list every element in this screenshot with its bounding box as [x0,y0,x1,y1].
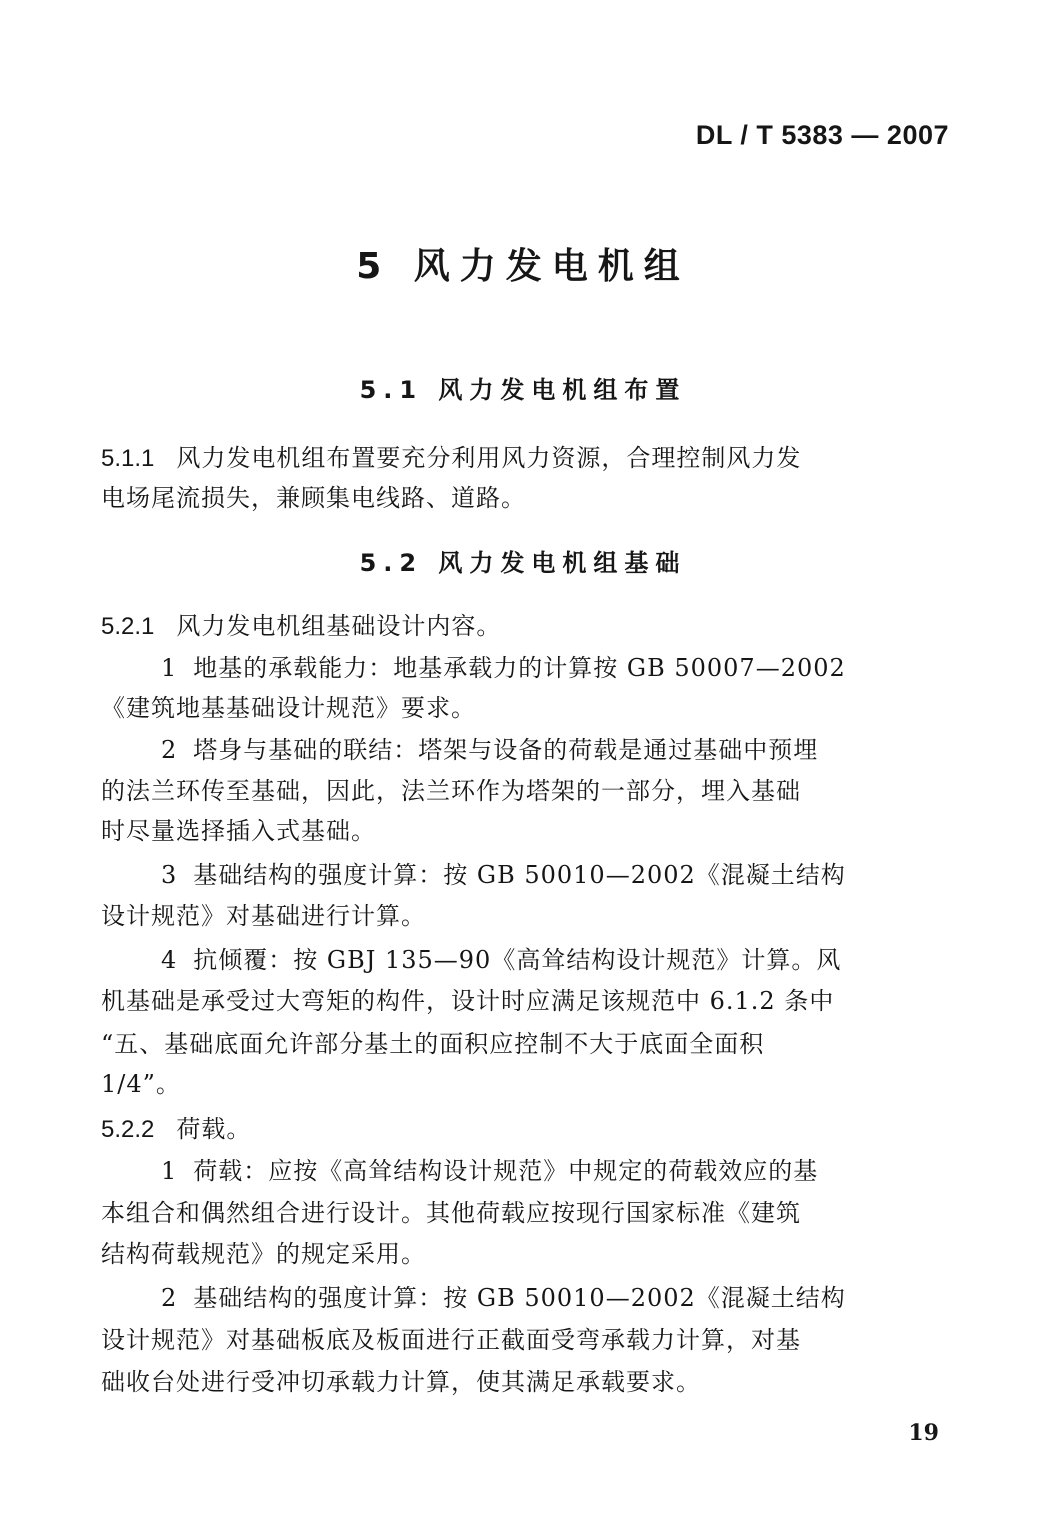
clause-5-1-1-line2: 电场尾流损失，兼顾集电线路、道路。 [101,484,526,512]
item-line: 1/4”。 [101,1070,181,1098]
item-line [161,855,846,890]
item-line: 设计规范》对基础进行计算。 [101,902,426,930]
item-line: 机基础是承受过大弯矩的构件，设计时应满足该规范中 6.1.2 条中 [101,987,835,1015]
item-line: 时尽量选择插入式基础。 [101,817,376,845]
clause-text: 荷载。 [176,1115,252,1143]
item-line [161,940,841,975]
item-line: 的法兰环传至基础，因此，法兰环作为塔架的一部分，埋入基础 [101,777,801,805]
clause-5-2-2 [101,1109,251,1144]
item-text: 荷载：应按《高耸结构设计规范》中规定的荷载效应的基 [193,1157,819,1185]
clause-number: 5.1.1 [101,445,155,472]
item-line: 《建筑地基基础设计规范》要求。 [101,694,476,722]
clause-text: 风力发电机组基础设计内容。 [176,612,502,640]
item-number: 3 [161,861,178,889]
standard-code: DL / T 5383 — 2007 [695,120,949,150]
item-line: 设计规范》对基础板底及板面进行正截面受弯承载力计算，对基 [101,1326,801,1354]
item-line [161,730,818,765]
item-text: 塔身与基础的联结：塔架与设备的荷载是通过基础中预埋 [193,736,819,764]
clause-number: 5.2.1 [101,613,155,640]
clause-5-1-1 [101,438,801,473]
item-number: 1 [161,1157,178,1185]
chapter-title: 5 风力发电机组 [356,246,690,287]
section-title-5-2: 5.2 风力发电机组基础 [359,549,687,577]
item-number: 2 [161,1284,178,1312]
clause-number: 5.2.2 [101,1116,155,1143]
item-line [161,648,846,683]
item-line [161,1278,846,1313]
section-title-5-1: 5.1 风力发电机组布置 [359,376,687,404]
item-text: 基础结构的强度计算：按 GB 50010—2002《混凝土结构 [193,861,846,889]
item-line: “五、基础底面允许部分基土的面积应控制不大于底面全面积 [101,1030,765,1058]
item-line [161,1151,818,1186]
item-line: 本组合和偶然组合进行设计。其他荷载应按现行国家标准《建筑 [101,1199,801,1227]
item-number: 2 [161,736,178,764]
item-text: 抗倾覆：按 GBJ 135—90《高耸结构设计规范》计算。风 [193,946,842,974]
item-number: 4 [161,946,178,974]
item-number: 1 [161,654,178,682]
item-text: 基础结构的强度计算：按 GB 50010—2002《混凝土结构 [193,1284,846,1312]
item-text: 地基的承载能力：地基承载力的计算按 GB 50007—2002 [193,654,846,682]
item-line: 结构荷载规范》的规定采用。 [101,1240,426,1268]
item-line: 础收台处进行受冲切承载力计算，使其满足承载要求。 [101,1368,701,1396]
clause-text: 风力发电机组布置要充分利用风力资源，合理控制风力发 [176,444,802,472]
page-number: 19 [908,1420,939,1446]
clause-5-2-1 [101,606,501,641]
